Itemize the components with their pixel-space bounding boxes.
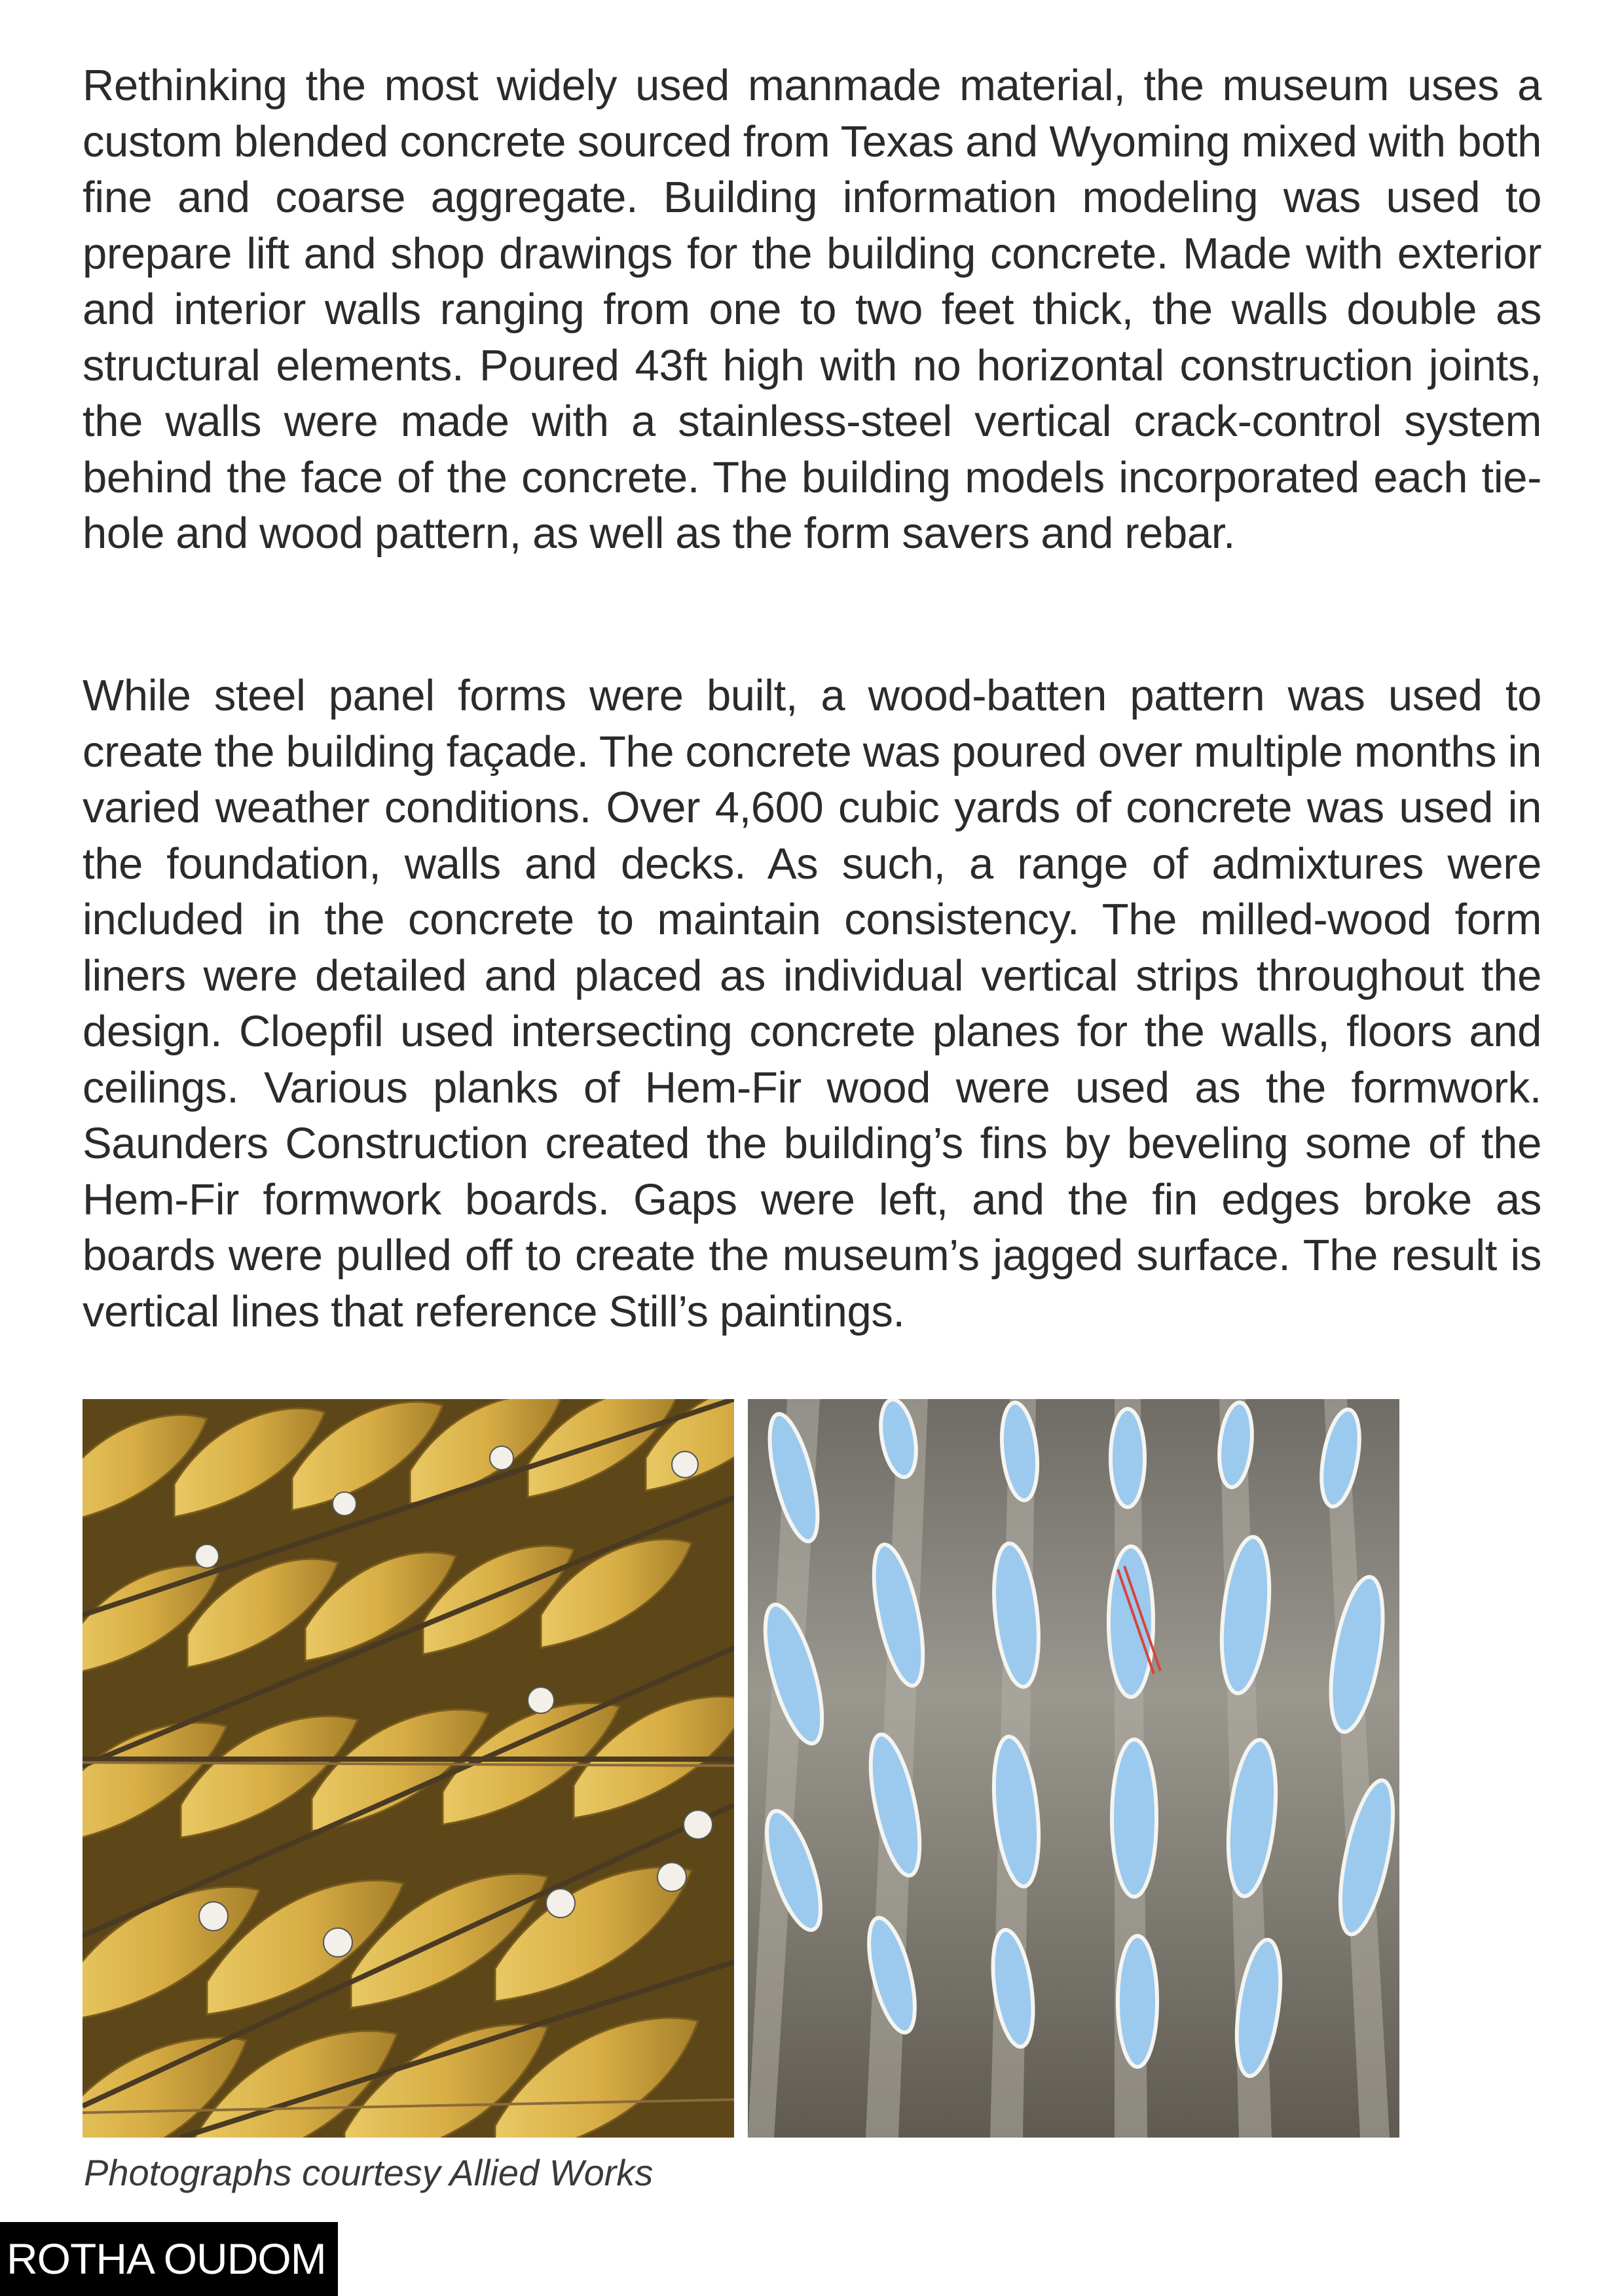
formwork-illustration bbox=[83, 1399, 734, 2138]
formwork-photo bbox=[83, 1399, 734, 2138]
photo-caption: Photographs courtesy Allied Works bbox=[84, 2152, 654, 2193]
body-paragraph-2: While steel panel forms were built, a wood-batten pattern was used to create the building façade. The concrete was poured over multiple months in varied weather conditions. Over 4,600 cubic yards of concrete was used in the foundation, walls and decks. As such, a range of admixtures were included in the concrete to maintain consistency. The milled-wood form liners were detailed and placed as individual vertical strips throughout the design. Cloepfil used intersecting concrete planes for the walls, floors and ceilings. Various planks of Hem-Fir wood were used as the formwork. Saunders Construction created the building’s fins by beveling some of the Hem-Fir formwork boards. Gaps were left, and the fin edges broke as boards were pulled off to create the museum’s jagged surface. The result is vertical lines that reference Still’s paintings. bbox=[83, 671, 1541, 1336]
author-badge: ROTHA OUDOM bbox=[0, 2222, 338, 2296]
concrete-ceiling-illustration bbox=[748, 1399, 1399, 2138]
body-paragraph-1: Rethinking the most widely used manmade material, the museum uses a custom blended concrete sourced from Texas and Wyoming mixed with both fine and coarse aggregate. Building information modeling was used to prepare lift and shop drawings for the building concrete. Made with exterior and interior walls ranging from one to two feet thick, the walls double as structural elements. Poured 43ft high with no horizontal construction joints, the walls were made with a stainless-steel vertical crack-control system behind the face of the concrete. The building models incorporated each tie-hole and wood pattern, as well as the form savers and rebar. bbox=[83, 61, 1541, 558]
concrete-ceiling-photo bbox=[748, 1399, 1399, 2138]
